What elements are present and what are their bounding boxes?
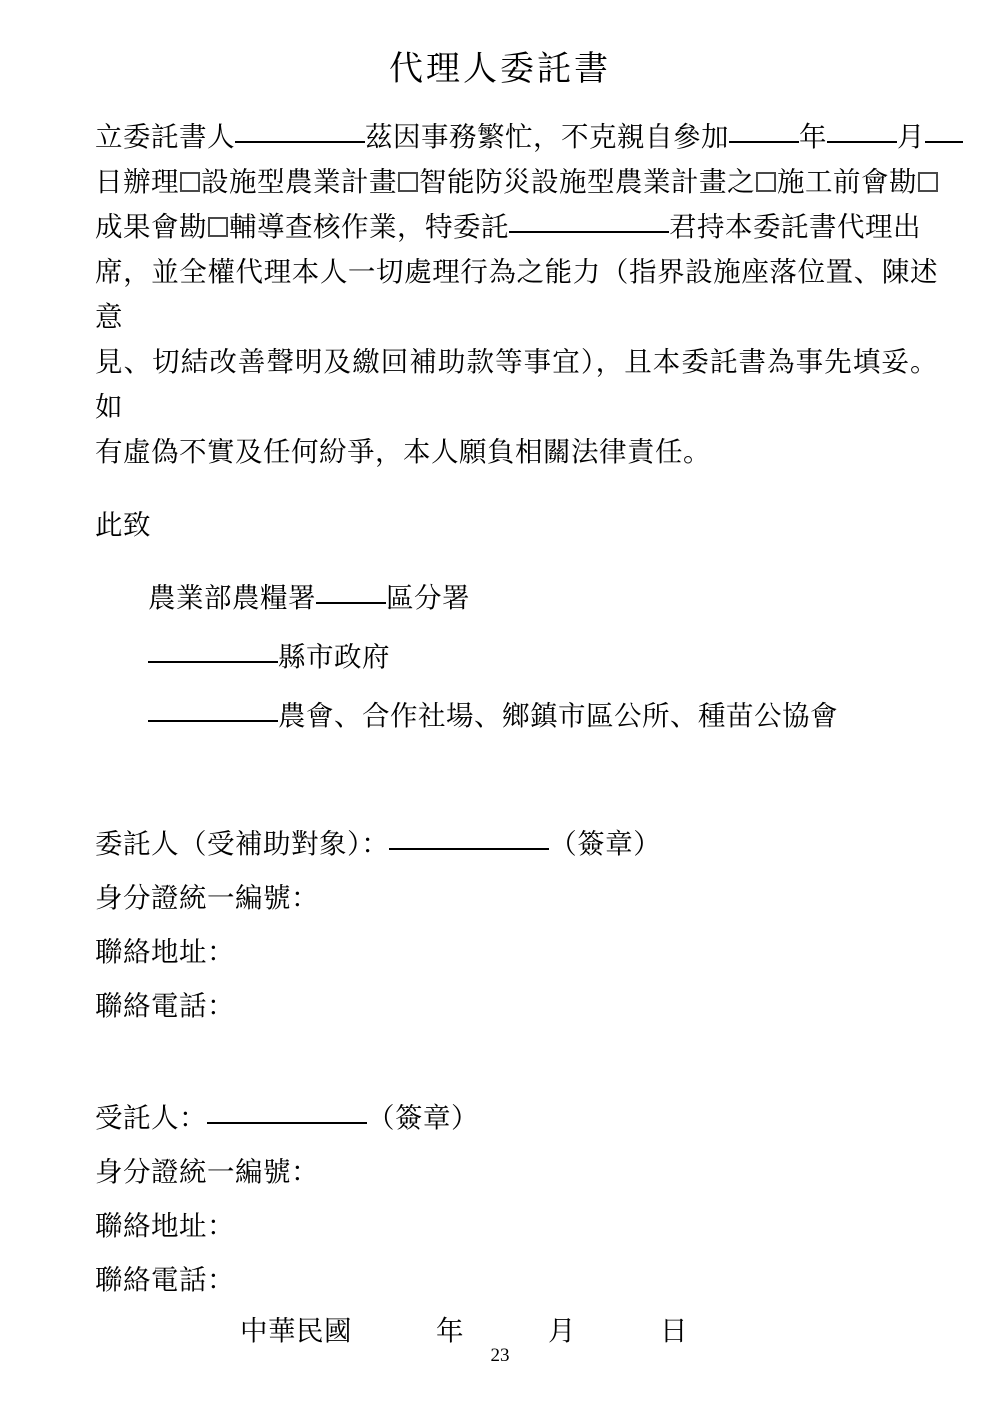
option-result-survey-label: 成果會勘 (95, 210, 207, 243)
body-line-2 (95, 160, 938, 205)
recipient-item-county-government (0, 635, 1000, 680)
recipient-item-agency (0, 576, 1000, 621)
principal-name-blank[interactable] (235, 117, 365, 143)
month-blank[interactable] (827, 117, 897, 143)
year-blank[interactable] (729, 117, 799, 143)
body-line-3 (95, 205, 938, 250)
recipient-association-blank[interactable] (148, 696, 278, 722)
body-line-5: 見、切結改善聲明及繳回補助款等事宜），且本委託書為事先填妥。如 (95, 345, 938, 423)
recipient-agency-suffix: 區分署 (386, 581, 470, 614)
recipient-agency-prefix: 農業部農糧署 (148, 581, 316, 614)
year-label: 年 (436, 1314, 464, 1347)
body-line-1 (95, 115, 938, 160)
principal-phone-row: 聯絡電話： (95, 989, 235, 1022)
agent-id-row: 身分證統一編號： (95, 1155, 319, 1188)
day-handling-label: 日辦理 (95, 165, 179, 198)
date-gap-2 (464, 1315, 548, 1347)
principal-seal-note: （簽章） (549, 827, 662, 860)
principal-signature-blank[interactable] (389, 824, 549, 850)
agent-name-label: 受託人： (95, 1101, 207, 1134)
day-blank[interactable] (925, 117, 963, 143)
spacer-before-recipients (0, 548, 1000, 576)
principal-address-row: 聯絡地址： (95, 935, 235, 968)
agent-name-blank[interactable] (509, 207, 669, 233)
month-label: 月 (548, 1314, 576, 1347)
option-smart-disaster-prevention-plan: 智能防災設施型農業計畫之 (419, 165, 755, 198)
principal-declaration-label: 立委託書人 (95, 120, 235, 153)
spacer-between-parties (0, 1033, 1000, 1091)
spacer-recipients-1 (0, 621, 1000, 635)
spacer-before-principal-block (0, 739, 1000, 817)
principal-name-label: 委託人（受補助對象）： (95, 827, 390, 860)
principal-name-row (0, 817, 1000, 871)
spacer-recipients-2 (0, 680, 1000, 694)
page-title: 代理人委託書 (389, 49, 611, 89)
date-gap-1 (352, 1315, 436, 1347)
body-line-6: 有虛偽不實及任何紛爭，本人願負相關法律責任。 (95, 435, 711, 468)
agent-seal-note: （簽章） (367, 1101, 479, 1134)
month-unit-label: 月 (897, 120, 925, 153)
document-body (0, 91, 1000, 475)
option-facility-agriculture-plan: 設施型農業計畫 (201, 165, 397, 198)
agent-attend-text: 君持本委託書代理出 (669, 210, 921, 243)
closing-salutation: 此致 (95, 508, 151, 541)
recipient-county-suffix: 縣市政府 (278, 640, 390, 673)
reason-text: 茲因事務繁忙，不克親自參加 (365, 120, 729, 153)
recipient-association-suffix: 農會、合作社場、鄉鎮市區公所、種苗公協會 (278, 699, 838, 732)
checkbox-pre-construction-survey[interactable] (756, 172, 776, 192)
page-number: 23 (490, 1345, 510, 1366)
agent-signature-blank[interactable] (207, 1098, 367, 1124)
year-unit-label: 年 (799, 120, 827, 153)
checkbox-smart-disaster-prevention-plan[interactable] (398, 172, 418, 192)
principal-id-row: 身分證統一編號： (95, 881, 319, 914)
checkbox-guidance-audit[interactable] (208, 217, 228, 237)
date-gap-3 (576, 1315, 660, 1347)
agent-phone-row: 聯絡電話： (95, 1263, 235, 1296)
era-label: 中華民國 (240, 1314, 352, 1347)
spacer-after-body (0, 475, 1000, 503)
option-guidance-audit: 輔導查核作業，特委託 (229, 210, 509, 243)
checkbox-facility-agriculture-plan[interactable] (180, 172, 200, 192)
body-line-4: 席，並全權代理本人一切處理行為之能力（指界設施座落位置、陳述意 (95, 255, 938, 333)
agent-name-row (0, 1091, 1000, 1145)
checkbox-result-survey[interactable] (918, 172, 938, 192)
recipient-item-associations (0, 694, 1000, 739)
recipient-county-blank[interactable] (148, 637, 278, 663)
recipient-agency-branch-blank[interactable] (316, 578, 386, 604)
option-pre-construction-survey: 施工前會勘 (777, 165, 917, 198)
day-label: 日 (660, 1314, 688, 1347)
agent-address-row: 聯絡地址： (95, 1209, 235, 1242)
